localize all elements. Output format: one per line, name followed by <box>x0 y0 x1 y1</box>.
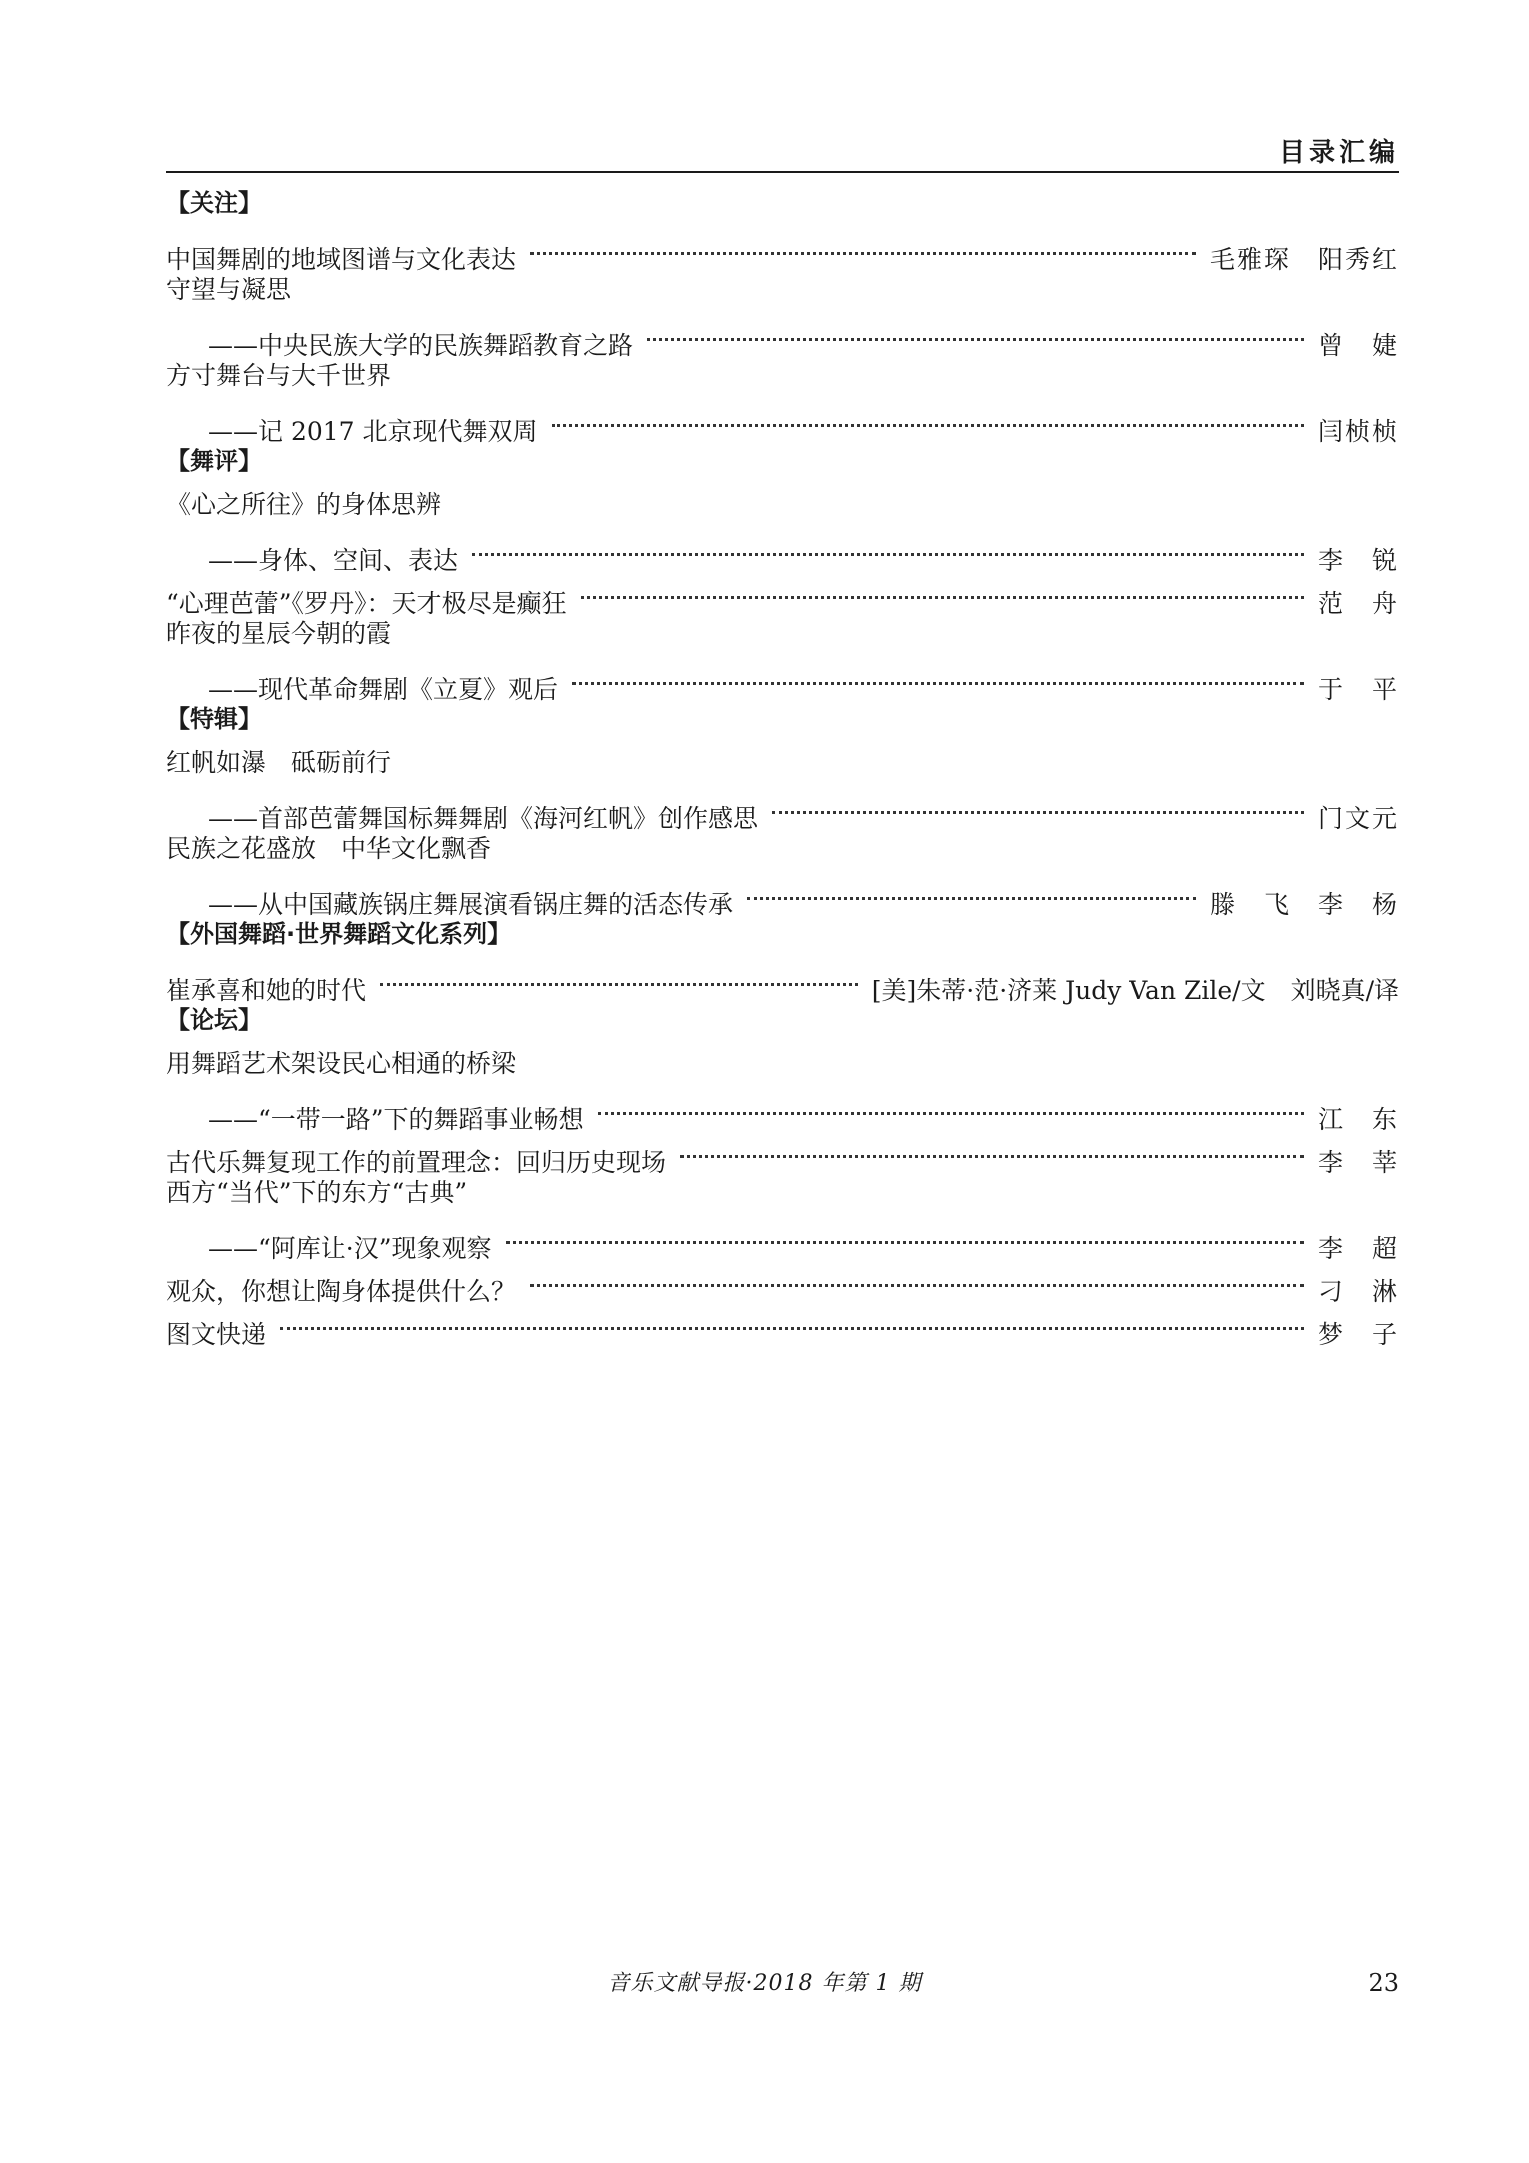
toc-entry-title[interactable] <box>166 1042 1399 1085</box>
toc-entry[interactable] <box>166 1214 1399 1263</box>
dot-leader <box>552 397 1304 440</box>
section-heading: 【论坛】 <box>166 1006 262 1034</box>
toc-entry[interactable] <box>166 1300 1399 1349</box>
entry-author: 李 锐 <box>1317 546 1399 575</box>
entry-author: 范 舟 <box>1317 589 1399 618</box>
section-heading: 【关注】 <box>166 189 262 217</box>
toc-entry[interactable] <box>166 784 1399 833</box>
dot-leader <box>380 956 858 999</box>
entry-author: 毛雅琛 阳秀红 <box>1209 245 1399 274</box>
entry-author: 滕 飞 李 杨 <box>1209 890 1399 919</box>
entry-title: 崔承喜和她的时代 <box>166 976 367 1005</box>
dot-leader <box>680 1128 1304 1171</box>
header-rule <box>166 171 1399 173</box>
entry-author: [美]朱蒂·范·济莱 Judy Van Zile/文 刘晓真/译 <box>871 976 1399 1005</box>
entry-title: 西方“当代”下的东方“古典” <box>166 1178 468 1207</box>
entry-subtitle: ——“一带一路”下的舞蹈事业畅想 <box>208 1105 584 1134</box>
toc-entry[interactable] <box>166 311 1399 360</box>
toc-entry[interactable] <box>166 655 1399 704</box>
toc-entry-title[interactable] <box>166 483 1399 526</box>
entry-title: 观众，你想让陶身体提供什么？ <box>166 1277 517 1306</box>
entry-title: 民族之花盛放 中华文化飘香 <box>166 834 492 863</box>
dot-leader <box>530 225 1196 268</box>
dot-leader <box>747 870 1196 913</box>
toc-entry[interactable] <box>166 870 1399 919</box>
dot-leader <box>772 784 1304 827</box>
entry-title: 古代乐舞复现工作的前置理念：回归历史现场 <box>166 1148 667 1177</box>
toc-entry-title[interactable] <box>166 354 1399 397</box>
entry-author: 门文元 <box>1317 804 1399 833</box>
entry-title: 用舞蹈艺术架设民心相通的桥梁 <box>166 1049 517 1078</box>
entry-subtitle: ——从中国藏族锅庄舞展演看锅庄舞的活态传承 <box>208 890 734 919</box>
entry-title: “心理芭蕾”《罗丹》：天才极尽是癫狂 <box>166 589 567 618</box>
toc-entry-title[interactable] <box>166 827 1399 870</box>
entry-subtitle: ——身体、空间、表达 <box>208 546 459 575</box>
toc-entry[interactable] <box>166 397 1399 446</box>
toc-entry[interactable] <box>166 225 1399 274</box>
entry-title: 《心之所往》的身体思辨 <box>166 490 442 519</box>
entry-subtitle: ——中央民族大学的民族舞蹈教育之路 <box>208 331 634 360</box>
dot-leader <box>598 1085 1304 1128</box>
table-of-contents <box>166 182 1399 1349</box>
entry-author: 李 超 <box>1317 1234 1399 1263</box>
entry-subtitle: ——现代革命舞剧《立夏》观后 <box>208 675 559 704</box>
dot-leader <box>506 1214 1304 1257</box>
dot-leader <box>572 655 1304 698</box>
entry-author: 刁 淋 <box>1317 1277 1399 1306</box>
entry-title: 中国舞剧的地域图谱与文化表达 <box>166 245 517 274</box>
running-head: 目录汇编 <box>1278 138 1399 168</box>
toc-entry-title[interactable] <box>166 612 1399 655</box>
journal-footer: 音乐文献导报·2018 年第 1 期 <box>607 1971 922 1996</box>
entry-author: 李 莘 <box>1317 1148 1399 1177</box>
dot-leader <box>647 311 1304 354</box>
entry-author: 曾 婕 <box>1317 331 1399 360</box>
dot-leader <box>581 569 1304 612</box>
dot-leader <box>530 1257 1304 1300</box>
entry-subtitle: ——首部芭蕾舞国标舞舞剧《海河红帆》创作感思 <box>208 804 759 833</box>
entry-author: 于 平 <box>1317 675 1399 704</box>
section-heading: 【舞评】 <box>166 447 262 475</box>
entry-title: 方寸舞台与大千世界 <box>166 361 392 390</box>
entry-author: 梦 子 <box>1317 1320 1399 1349</box>
section-heading: 【外国舞蹈·世界舞蹈文化系列】 <box>166 920 512 948</box>
toc-entry[interactable] <box>166 956 1399 1005</box>
entry-subtitle: ——记 2017 北京现代舞双周 <box>208 417 538 446</box>
toc-entry[interactable] <box>166 1085 1399 1134</box>
entry-title: 守望与凝思 <box>166 275 292 304</box>
toc-entry-title[interactable] <box>166 741 1399 784</box>
page-number: 23 <box>1368 1969 1399 1997</box>
dot-leader <box>472 526 1304 569</box>
entry-author: 闫桢桢 <box>1317 417 1399 446</box>
section-heading: 【特辑】 <box>166 705 262 733</box>
toc-entry[interactable] <box>166 526 1399 575</box>
entry-author: 江 东 <box>1317 1105 1399 1134</box>
entry-title: 昨夜的星辰今朝的霞 <box>166 619 392 648</box>
entry-title: 图文快递 <box>166 1320 267 1349</box>
toc-entry-title[interactable] <box>166 1171 1399 1214</box>
entry-title: 红帆如瀑 砥砺前行 <box>166 748 392 777</box>
dot-leader <box>280 1300 1304 1343</box>
entry-subtitle: ——“阿库让·汉”现象观察 <box>208 1234 492 1263</box>
